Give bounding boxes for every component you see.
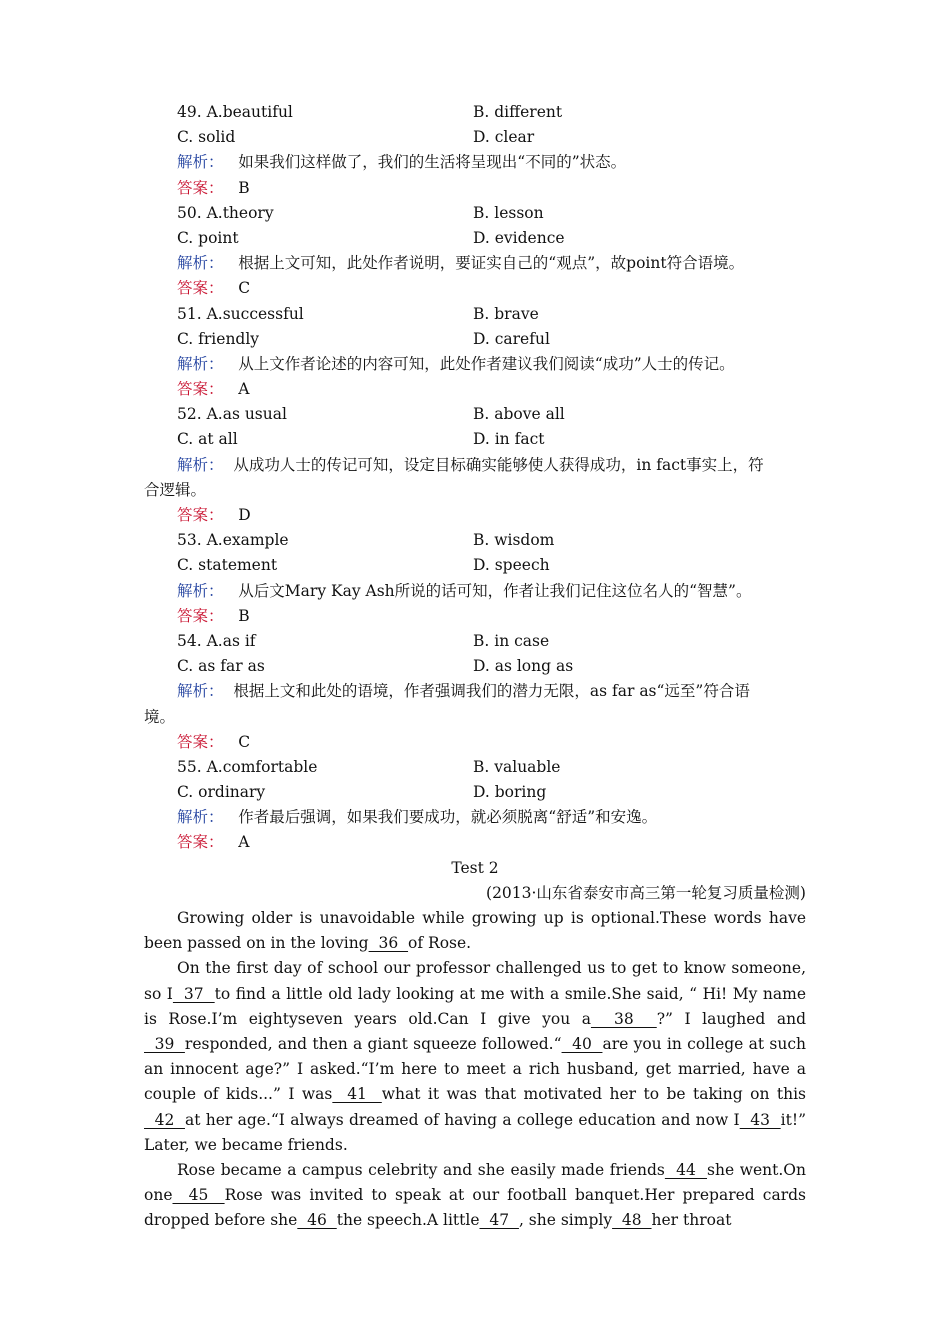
blank-47: 47 — [479, 1211, 519, 1230]
q55-option-c: C. ordinary — [177, 783, 266, 802]
q52-option-a: 52. A.as usual — [177, 405, 287, 424]
q54-option-d: D. as long as — [473, 657, 574, 676]
passage-paragraph-2: On the first day of school our professor challenged us to get to know someone, so I 37 to find a little old lady looking at me with a smile.She said, “ Hi! My name is Rose.I’m eightyseven years old.Can I give you a 38 ?” I laughed and 39 responded, and then a giant squeeze followed.“ 40 are you in college at such an innocent age?” I asked.“I’m here to meet a rich husband, get married, have a couple of kids...” I was 41 what it was that motivated her to be taking on this 42 at her age.“I always dreamed of having a college education and now I 43 it!” Later, we became friends. — [144, 959, 807, 1154]
test-source: (2013·山东省泰安市高三第一轮复习质量检测) — [486, 883, 806, 902]
q54-answer: 答案： C — [177, 732, 251, 751]
q49-option-b: B. different — [473, 103, 563, 121]
q53-analysis: 解析： 从后文Mary Kay Ash所说的话可知，作者让我们记住这位名人的“智慧”。 — [177, 581, 752, 600]
q55-option-b: B. valuable — [473, 757, 561, 776]
question-52 — [144, 402, 806, 528]
blank-42: 42 — [144, 1110, 185, 1129]
q52-answer: 答案： D — [177, 506, 251, 524]
q52-analysis: 解析： 从成功人士的传记可知，设定目标确实能够使人获得成功，in fact事实上，符 — [177, 455, 764, 474]
q51-option-b: B. brave — [473, 304, 539, 323]
question-55 — [144, 755, 806, 856]
q53-option-b: B. wisdom — [473, 531, 555, 550]
question-49 — [144, 100, 806, 201]
q54-analysis-cont: 境。 — [144, 707, 176, 726]
q50-option-d: D. evidence — [473, 228, 565, 247]
question-50 — [144, 201, 806, 302]
q52-option-b: B. above all — [473, 405, 565, 424]
blank-36: 36 — [368, 934, 409, 953]
q49-option-d: D. clear — [473, 128, 535, 147]
q53-answer: 答案： B — [177, 606, 250, 625]
blank-38: 38 — [590, 1009, 657, 1028]
q51-option-d: D. careful — [473, 329, 550, 348]
passage — [144, 906, 806, 1234]
q53-option-a: 53. A.example — [177, 531, 289, 550]
blank-37: 37 — [172, 984, 215, 1003]
q55-option-d: D. boring — [473, 783, 547, 802]
q49-option-a: 49. A.beautiful — [177, 103, 293, 121]
question-53 — [144, 528, 806, 629]
q51-answer: 答案： A — [177, 380, 250, 399]
q51-option-a: 51. A.successful — [177, 304, 304, 323]
q50-answer: 答案： C — [177, 279, 251, 298]
q52-option-c: C. at all — [177, 430, 238, 449]
q53-option-d: D. speech — [473, 556, 550, 575]
question-54 — [144, 629, 806, 755]
q49-option-c: C. solid — [177, 128, 236, 147]
passage-paragraph-3: Rose became a campus celebrity and she easily made friends 44 she went.On one 45 Rose was invited to speak at our football banquet.Her prepared cards dropped before she 46 the speech.A little 47 , she simply 48 her throat — [144, 1161, 807, 1230]
blank-46: 46 — [297, 1211, 337, 1230]
q55-answer: 答案： A — [177, 833, 250, 852]
q55-analysis: 解析： 作者最后强调，如果我们要成功，就必须脱离“舒适”和安逸。 — [177, 808, 658, 827]
blank-39: 39 — [144, 1035, 185, 1054]
passage-paragraph-1: Growing older is unavoidable while growing up is optional.These words have been passed on in the loving 36 of Rose. — [144, 909, 806, 953]
q49-analysis: 解析： 如果我们这样做了，我们的生活将呈现出“不同的”状态。 — [177, 153, 627, 172]
q52-analysis-cont: 合逻辑。 — [144, 480, 207, 499]
q50-analysis: 解析： 根据上文可知，此处作者说明，要证实自己的“观点”，故point符合语境。 — [177, 254, 745, 273]
blank-43: 43 — [739, 1110, 781, 1129]
q49-answer: 答案： B — [177, 178, 250, 197]
q54-option-c: C. as far as — [177, 657, 265, 676]
q51-analysis: 解析： 从上文作者论述的内容可知，此处作者建议我们阅读“成功”人士的传记。 — [177, 354, 735, 373]
blank-44: 44 — [664, 1161, 708, 1180]
q50-option-a: 50. A.theory — [177, 203, 274, 222]
blank-48: 48 — [612, 1211, 652, 1230]
q55-option-a: 55. A.comfortable — [177, 757, 318, 776]
test-title: Test 2 — [451, 858, 499, 877]
q54-option-a: 54. A.as if — [177, 631, 256, 650]
blank-40: 40 — [561, 1035, 603, 1054]
q53-option-c: C. statement — [177, 556, 278, 575]
blank-41: 41 — [332, 1085, 382, 1104]
q54-analysis: 解析： 根据上文和此处的语境，作者强调我们的潜力无限，as far as“远至”符合语 — [177, 682, 750, 701]
question-51 — [144, 302, 806, 403]
blank-45: 45 — [172, 1186, 225, 1205]
q54-option-b: B. in case — [473, 631, 550, 650]
q51-option-c: C. friendly — [177, 329, 260, 348]
q50-option-b: B. lesson — [473, 203, 544, 222]
q50-option-c: C. point — [177, 228, 239, 247]
document-page — [144, 100, 806, 1234]
q52-option-d: D. in fact — [473, 430, 545, 449]
